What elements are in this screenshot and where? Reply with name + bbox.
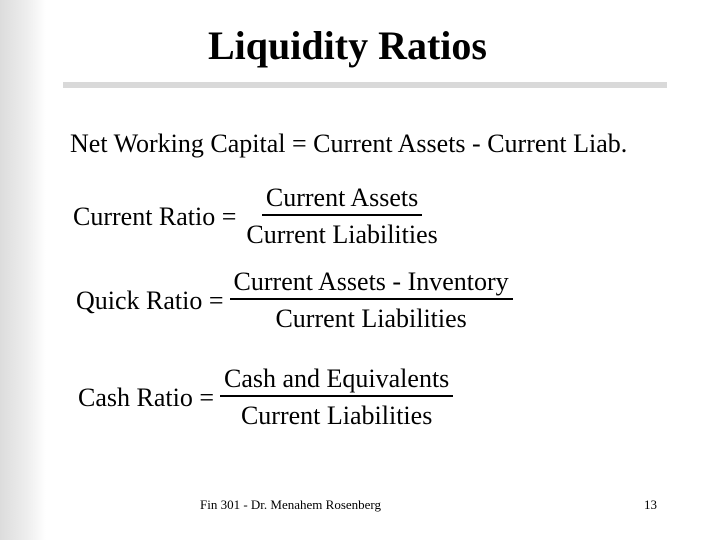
cash-ratio-formula	[78, 366, 453, 429]
quick-ratio-label: Quick Ratio =	[76, 285, 224, 315]
cash-ratio-fraction	[220, 366, 453, 429]
cash-ratio-denominator: Current Liabilities	[240, 401, 433, 430]
current-ratio-label: Current Ratio =	[73, 201, 237, 231]
title-underline	[63, 82, 667, 88]
left-decor-strip	[0, 0, 46, 540]
quick-ratio-fraction	[230, 269, 513, 332]
current-ratio-fraction	[242, 185, 441, 248]
slide-title: Liquidity Ratios	[208, 23, 487, 68]
quick-ratio-denominator: Current Liabilities	[275, 304, 467, 333]
footer-text: Fin 301 - Dr. Menahem Rosenberg	[200, 497, 382, 512]
current-ratio-formula	[73, 185, 442, 248]
page-number: 13	[644, 497, 657, 512]
quick-ratio-formula	[76, 269, 513, 332]
quick-ratio-numerator: Current Assets - Inventory	[230, 269, 513, 300]
current-ratio-numerator: Current Assets	[262, 185, 422, 216]
net-working-capital-formula: Net Working Capital = Current Assets - Current Liab.	[70, 129, 628, 158]
cash-ratio-label: Cash Ratio =	[78, 382, 214, 412]
cash-ratio-numerator: Cash and Equivalents	[220, 366, 453, 397]
current-ratio-denominator: Current Liabilities	[246, 220, 438, 249]
